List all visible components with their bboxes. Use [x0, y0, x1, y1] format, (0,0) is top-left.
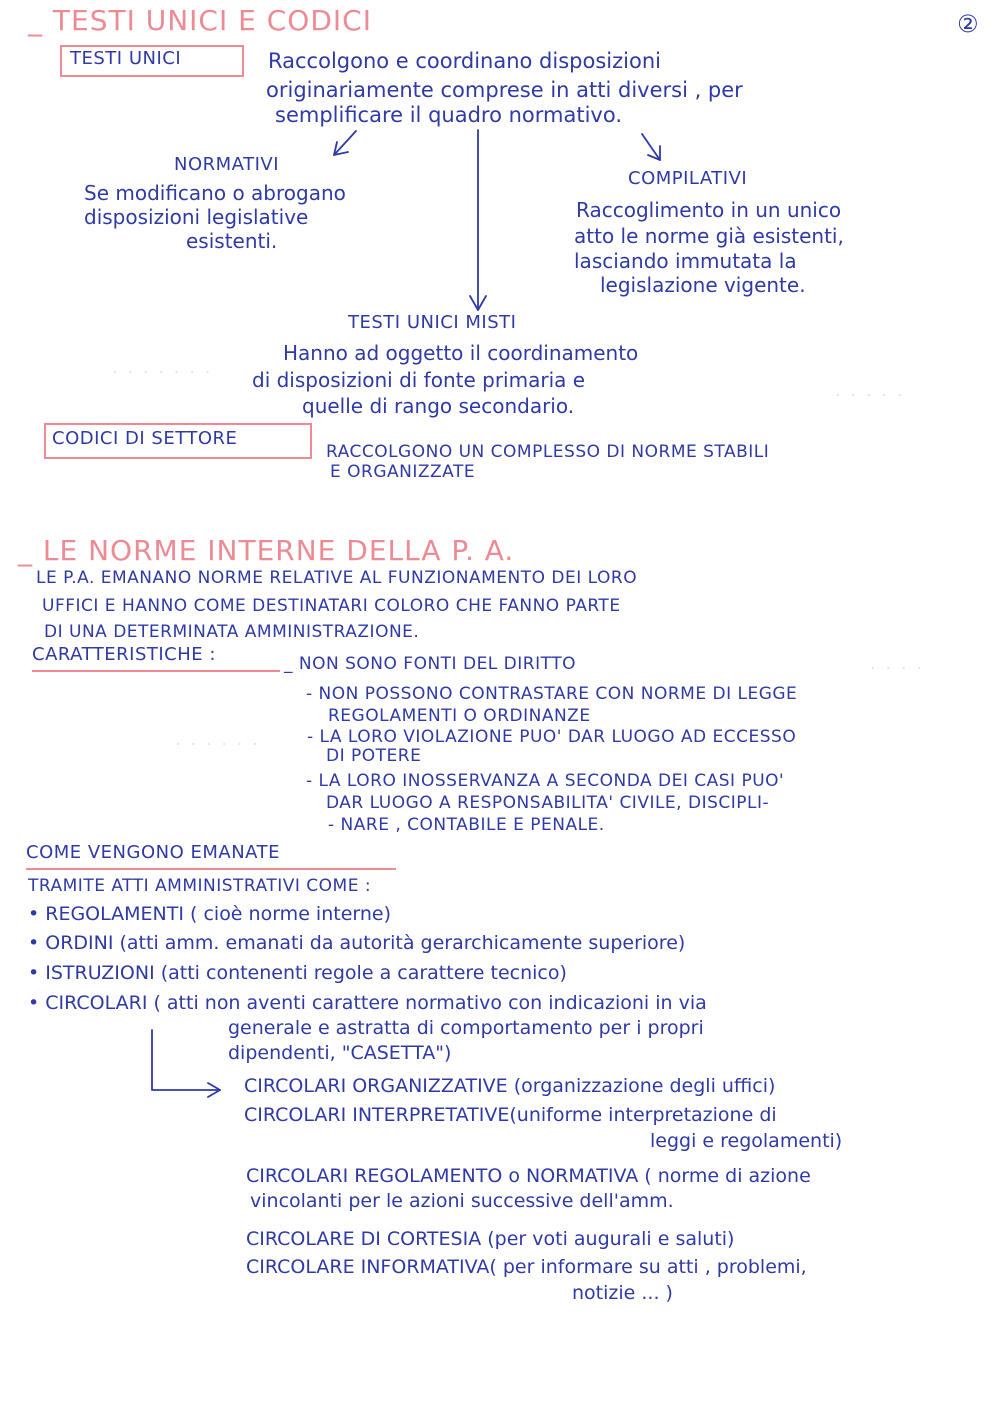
norme-intro-line-3: DI UNA DETERMINATA AMMINISTRAZIONE.: [44, 622, 420, 642]
normativi-heading: NORMATIVI: [174, 154, 280, 175]
arrow-head-compilativi: [648, 146, 660, 160]
caratteristiche-item-3-cont: DI POTERE: [326, 746, 422, 766]
normativi-line-1: Se modificano o abrogano: [84, 181, 346, 205]
tipo-regolamento-cont: vincolanti per le azioni successive dell'amm.: [250, 1190, 674, 1212]
tipo-interpretative: CIRCOLARI INTERPRETATIVE(uniforme interpretazione di: [244, 1104, 777, 1126]
compilativi-heading: COMPILATIVI: [628, 168, 748, 189]
misti-line-3: quelle di rango secondario.: [302, 394, 575, 418]
misti-line-1: Hanno ad oggetto il coordinamento: [283, 341, 639, 365]
tipo-informativa-cont: notizie ... ): [572, 1282, 673, 1304]
faded-smudge: · · · · ·: [835, 385, 905, 406]
bullet-circolari: • CIRCOLARI ( atti non aventi carattere normativo con indicazioni in via: [28, 992, 707, 1014]
emanazione-heading: COME VENGONO EMANATE: [26, 842, 280, 863]
testi-unici-line-3: semplificare il quadro normativo.: [275, 103, 623, 127]
circolari-cont-2: dipendenti, "CASETTA"): [228, 1042, 452, 1064]
faded-smudge: · · · · · · ·: [112, 362, 213, 383]
arrow-circolari-tipi: [152, 1030, 220, 1090]
norme-intro-line-2: UFFICI E HANNO COME DESTINATARI COLORO CHE FANNO PARTE: [42, 596, 621, 616]
page-number: ②: [957, 10, 979, 38]
faded-smudge: · · · · · ·: [175, 734, 260, 755]
arrow-to-compilativi: [642, 134, 660, 160]
section-title-testi-unici: _ TESTI UNICI E CODICI: [28, 4, 372, 37]
testi-unici-line-1: Raccolgono e coordinano disposizioni: [268, 49, 661, 73]
arrow-to-normativi: [334, 131, 356, 155]
testi-unici-label: TESTI UNICI: [70, 48, 182, 69]
caratteristiche-item-2: - NON POSSONO CONTRASTARE CON NORME DI LEGGE: [306, 684, 798, 704]
bullet-istruzioni: • ISTRUZIONI (atti contenenti regole a carattere tecnico): [28, 962, 567, 984]
arrow-head-normativi: [334, 142, 348, 155]
compilativi-line-2: atto le norme già esistenti,: [574, 224, 844, 248]
section-title-norme-interne: _ LE NORME INTERNE DELLA P. A.: [18, 534, 515, 567]
compilativi-line-3: lasciando immutata la: [574, 249, 797, 273]
bullet-regolamenti: • REGOLAMENTI ( cioè norme interne): [28, 903, 392, 925]
circolari-cont-1: generale e astratta di comportamento per i propri: [228, 1017, 704, 1039]
caratteristiche-item-4-cont: DAR LUOGO A RESPONSABILITA' CIVILE, DISCIPLI-: [326, 793, 770, 813]
normativi-line-3: esistenti.: [186, 229, 278, 253]
norme-intro-line-1: LE P.A. EMANANO NORME RELATIVE AL FUNZIONAMENTO DEI LORO: [36, 568, 638, 588]
codici-label: CODICI DI SETTORE: [52, 428, 238, 449]
caratteristiche-item-3: - LA LORO VIOLAZIONE PUO' DAR LUOGO AD ECCESSO: [307, 727, 797, 747]
testi-unici-line-2: originariamente comprese in atti diversi , per: [266, 78, 743, 102]
arrow-head-circolari-tipi: [208, 1083, 220, 1097]
codici-line-2: E ORGANIZZATE: [330, 462, 476, 482]
tipo-regolamento: CIRCOLARI REGOLAMENTO o NORMATIVA ( norme di azione: [246, 1165, 811, 1187]
tipo-interpretative-cont: leggi e regolamenti): [650, 1130, 843, 1152]
bullet-ordini: • ORDINI (atti amm. emanati da autorità gerarchicamente superiore): [28, 932, 686, 954]
faded-smudge: · · · ·: [870, 658, 925, 679]
emanazione-underline: [26, 868, 396, 870]
caratteristiche-item-2-cont: REGOLAMENTI O ORDINANZE: [328, 706, 591, 726]
normativi-line-2: disposizioni legislative: [84, 205, 309, 229]
caratteristiche-underline: [32, 670, 280, 672]
caratteristiche-item-4-end: - NARE , CONTABILE E PENALE.: [328, 815, 605, 835]
compilativi-line-4: legislazione vigente.: [600, 273, 806, 297]
emanazione-intro: TRAMITE ATTI AMMINISTRATIVI COME :: [28, 876, 372, 896]
misti-line-2: di disposizioni di fonte primaria e: [252, 368, 586, 392]
tipo-informativa: CIRCOLARE INFORMATIVA( per informare su atti , problemi,: [246, 1256, 807, 1278]
tipo-organizzative: CIRCOLARI ORGANIZZATIVE (organizzazione degli uffici): [244, 1075, 776, 1097]
misti-heading: TESTI UNICI MISTI: [348, 312, 517, 333]
caratteristiche-label: CARATTERISTICHE :: [32, 644, 216, 665]
tipo-cortesia: CIRCOLARE DI CORTESIA (per voti augurali e saluti): [246, 1228, 735, 1250]
arrow-head-misti: [470, 296, 486, 310]
caratteristiche-item-4: - LA LORO INOSSERVANZA A SECONDA DEI CASI PUO': [306, 771, 785, 791]
caratteristiche-item-1: _ NON SONO FONTI DEL DIRITTO: [284, 654, 576, 674]
codici-line-1: RACCOLGONO UN COMPLESSO DI NORME STABILI: [326, 442, 770, 462]
compilativi-line-1: Raccoglimento in un unico: [576, 198, 842, 222]
